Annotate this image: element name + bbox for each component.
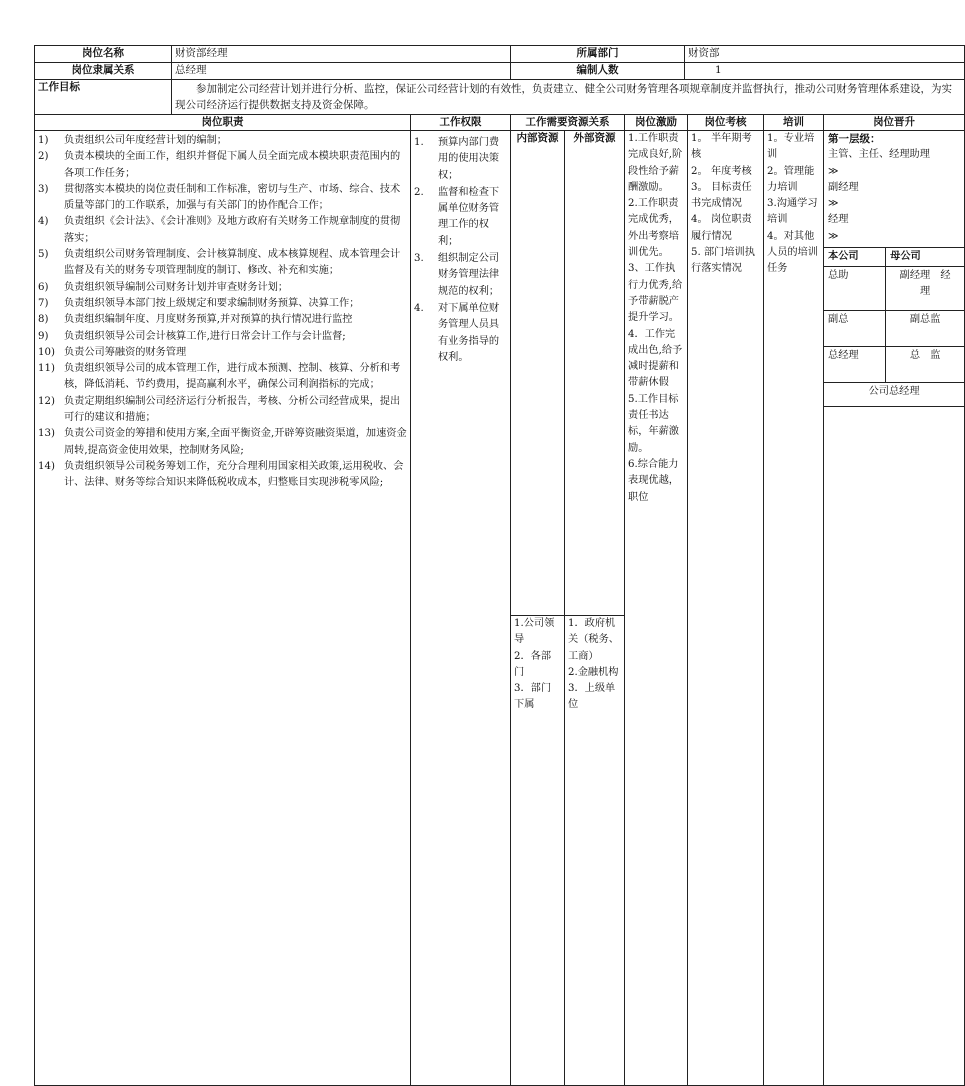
job-description-form [34, 45, 961, 1086]
training-item: 3.沟通学习培训 [767, 198, 818, 226]
duty-item [38, 296, 407, 312]
duty-item-text: 贯彻落实本模块的岗位责任制和工作标准，密切与生产、市场、综合、技术质量等部门的工作联系，加强与有关部门的协作配合工作； [64, 183, 401, 212]
duty-item [38, 329, 407, 345]
duty-item-text: 负责公司筹融资的财务管理 [64, 346, 187, 358]
duty-item [38, 247, 407, 280]
duty-item-text: 负责组织领导编制公司财务计划并审查财务计划； [64, 281, 289, 293]
internal-resource-item: 3．部门下属 [514, 683, 552, 711]
authority-item-number: 1. [414, 137, 424, 148]
duty-item [38, 394, 407, 427]
duty-item-number: 10) [38, 346, 55, 358]
incentive-cell [625, 131, 688, 1086]
training-list [767, 131, 820, 278]
position-name-label: 岗位名称 [35, 46, 172, 63]
duty-item-number: 3) [38, 183, 49, 195]
duty-item-text: 负责组织《会计法》、《会计准则》及地方政府有关财务工作规章制度的贯彻落实； [64, 216, 401, 244]
external-resource-item: 2.金融机构 [568, 666, 619, 678]
duty-item-number: 8) [38, 314, 49, 326]
reports-to-value: 总经理 [172, 63, 511, 80]
internal-resources-list [514, 616, 561, 714]
incentive-item: 4．工作完成出色,给予减时提薪和带薪休假 [628, 328, 683, 389]
duty-item [38, 426, 407, 459]
promotion-arrow-1: ≫ [828, 165, 839, 177]
duty-item-number: 13) [38, 428, 55, 440]
external-resources-list [568, 616, 621, 714]
authority-item-text: 预算内部门费用的使用决策权； [438, 137, 500, 181]
authority-item-text: 对下属单位财务管理人员具有业务指导的权利。 [438, 302, 500, 363]
reports-to-label: 岗位隶属关系 [35, 63, 172, 80]
col-assessment-header: 岗位考核 [688, 115, 764, 131]
incentive-item: 6.综合能力表现优越，职位 [628, 458, 679, 503]
duty-item-text: 负责组织公司年度经营计划的编制； [64, 135, 227, 146]
authority-item-text: 监督和检查下属单位财务管理工作的权利； [438, 186, 500, 247]
authority-item-number: 2. [414, 186, 424, 198]
promotion-row-2-left: 副总 [824, 311, 886, 347]
incentive-item: 2.工作职责完成优秀，外出考察培训优先。 [628, 198, 679, 259]
authority-cell [411, 131, 511, 1086]
training-item: 4。对其他人员的培训任务 [767, 230, 818, 275]
internal-resource-item: 2．各部门 [514, 650, 552, 678]
duty-item [38, 133, 407, 149]
duty-item [38, 214, 407, 247]
incentive-item: 3、工作执行力优秀,给予带薪脱产提升学习。 [628, 263, 683, 324]
promotion-level-title: 第一层级： [828, 133, 881, 145]
incentive-item: 1.工作职责完成良好,阶段性给予薪酬激励。 [628, 133, 683, 193]
duty-item-number: 14) [38, 460, 55, 472]
promotion-row-1-right: 副经理 经 理 [886, 267, 964, 311]
position-name-value: 财资部经理 [172, 46, 511, 63]
duty-item [38, 182, 407, 215]
training-item: 1。专业培训 [767, 133, 815, 161]
duties-list [38, 133, 407, 492]
duty-item-number: 6) [38, 281, 49, 293]
authority-item [414, 135, 507, 184]
incentive-item: 5.工作目标责任书达标，年薪激励。 [628, 393, 679, 454]
internal-resources-cell [511, 616, 565, 1086]
training-item: 2。管理能力培训 [767, 165, 815, 193]
duty-item [38, 280, 407, 296]
external-resource-item: 1．政府机关（税务、工商） [568, 618, 619, 662]
duty-item-text: 负责组织领导公司会计核算工作,进行日常会计工作与会计监督; [64, 330, 346, 342]
duty-item-number: 1) [38, 135, 49, 146]
col-duties-header: 岗位职责 [35, 115, 411, 131]
promotion-row-1-left: 总助 [824, 267, 886, 311]
duty-item-text: 负责定期组织编制公司经济运行分析报告，考核、分析公司经营成果，提出可行的建议和措施； [64, 395, 401, 424]
promotion-step-2: 副经理 [828, 181, 859, 193]
headcount-value: 1 [685, 63, 965, 80]
col-training-header: 培训 [764, 115, 824, 131]
authority-item [414, 301, 507, 366]
goal-label: 工作目标 [35, 80, 172, 115]
promotion-row-3-left: 总经理 [824, 347, 886, 383]
training-cell [764, 131, 824, 1086]
duty-item-number: 11) [38, 363, 55, 375]
assessment-item: 2。 年度考核 [691, 165, 752, 177]
col-incentive-header: 岗位激励 [625, 115, 688, 131]
assessment-item: 5. 部门培训执行落实情况 [691, 247, 755, 275]
department-label: 所属部门 [511, 46, 685, 63]
promotion-head-left: 本公司 [824, 248, 886, 267]
job-table [34, 45, 965, 1086]
duty-item-number: 9) [38, 330, 49, 342]
duty-item [38, 459, 407, 492]
duty-item-text: 负责组织领导公司的成本管理工作，进行成本预测、控制、核算、分析和考核，降低消耗、节约费用，提高赢利水平，确保公司利润指标的完成； [64, 363, 401, 391]
duty-item-number: 5) [38, 249, 49, 261]
promotion-step-3: 经理 [828, 214, 849, 226]
duty-item-number: 12) [38, 395, 55, 407]
col-promotion-header: 岗位晋升 [824, 115, 965, 131]
duty-item-text: 负责公司资金的筹措和使用方案,全面平衡资金,开辟筹资融资渠道，加速资金周转,提高资金使用效果，控制财务风险; [64, 428, 407, 456]
authority-item [414, 185, 507, 250]
duty-item-text: 负责组织公司财务管理制度、会计核算制度、成本核算规程、成本管理会计监督及有关的财务专项管理制度的制订、修改、补充和实施； [64, 249, 401, 277]
duty-item-number: 4) [38, 216, 49, 228]
duties-cell [35, 131, 411, 1086]
duty-item-number: 2) [38, 151, 49, 163]
promotion-path: 主管、主任、经理助理 [828, 149, 930, 161]
internal-resource-item: 1.公司领导 [514, 618, 555, 646]
promotion-arrow-2: ≫ [828, 198, 839, 210]
assessment-item: 3。 目标责任书完成情况 [691, 181, 752, 210]
external-resources-header: 外部资源 [565, 131, 625, 616]
external-resource-item: 3．上级单位 [568, 683, 616, 711]
authority-item-text: 组织制定公司财务管理法律规范的权利； [438, 253, 500, 297]
authority-item [414, 251, 507, 300]
promotion-head-right: 母公司 [886, 248, 964, 267]
col-resources-header: 工作需要资源关系 [511, 115, 625, 131]
assessment-item: 4。 岗位职责履行情况 [691, 214, 752, 242]
duty-item [38, 361, 407, 394]
duty-item-text: 负责组织领导本部门按上级规定和要求编制财务预算、决算工作； [64, 297, 360, 309]
promotion-footer: 公司总经理 [824, 383, 964, 407]
duty-item-number: 7) [38, 297, 49, 309]
duty-item [38, 345, 407, 361]
assessment-item: 1。 半年期考核 [691, 133, 752, 161]
assessment-cell [688, 131, 764, 1086]
promotion-arrow-3: ≫ [828, 230, 839, 242]
assessment-list [691, 131, 760, 278]
duty-item [38, 149, 407, 182]
authority-list [414, 135, 507, 366]
incentive-list [628, 131, 684, 506]
col-authority-header: 工作权限 [411, 115, 511, 131]
duty-item-text: 负责本模块的全面工作，组织并督促下属人员全面完成本模块职责范围内的各项工作任务； [64, 151, 401, 179]
promotion-table [824, 247, 964, 407]
duty-item [38, 312, 407, 328]
duty-item-text: 负责组织领导公司税务筹划工作，充分合理利用国家相关政策,运用税收、会计、法律、财务等综合知识来降低税收成本，归整账目实现涉税零风险; [64, 460, 404, 489]
headcount-label: 编制人数 [511, 63, 685, 80]
authority-item-number: 4. [414, 302, 424, 314]
promotion-row-2-right: 副总监 [886, 311, 964, 347]
goal-text: 参加制定公司经营计划并进行分析、监控，保证公司经营计划的有效性，负责建立、健全公司财务管理各项规章制度并监督执行，推动公司财务管理体系建设，为实现公司经济运行提供数据支持及资金保障。 [172, 80, 965, 115]
internal-resources-header: 内部资源 [511, 131, 565, 616]
department-value: 财资部 [685, 46, 965, 63]
authority-item-number: 3. [414, 253, 424, 265]
promotion-row-3-right: 总 监 [886, 347, 964, 383]
promotion-cell [824, 131, 965, 1086]
duty-item-text: 负责组织编制年度、月度财务预算,并对预算的执行情况进行监控 [64, 314, 353, 326]
external-resources-cell [565, 616, 625, 1086]
